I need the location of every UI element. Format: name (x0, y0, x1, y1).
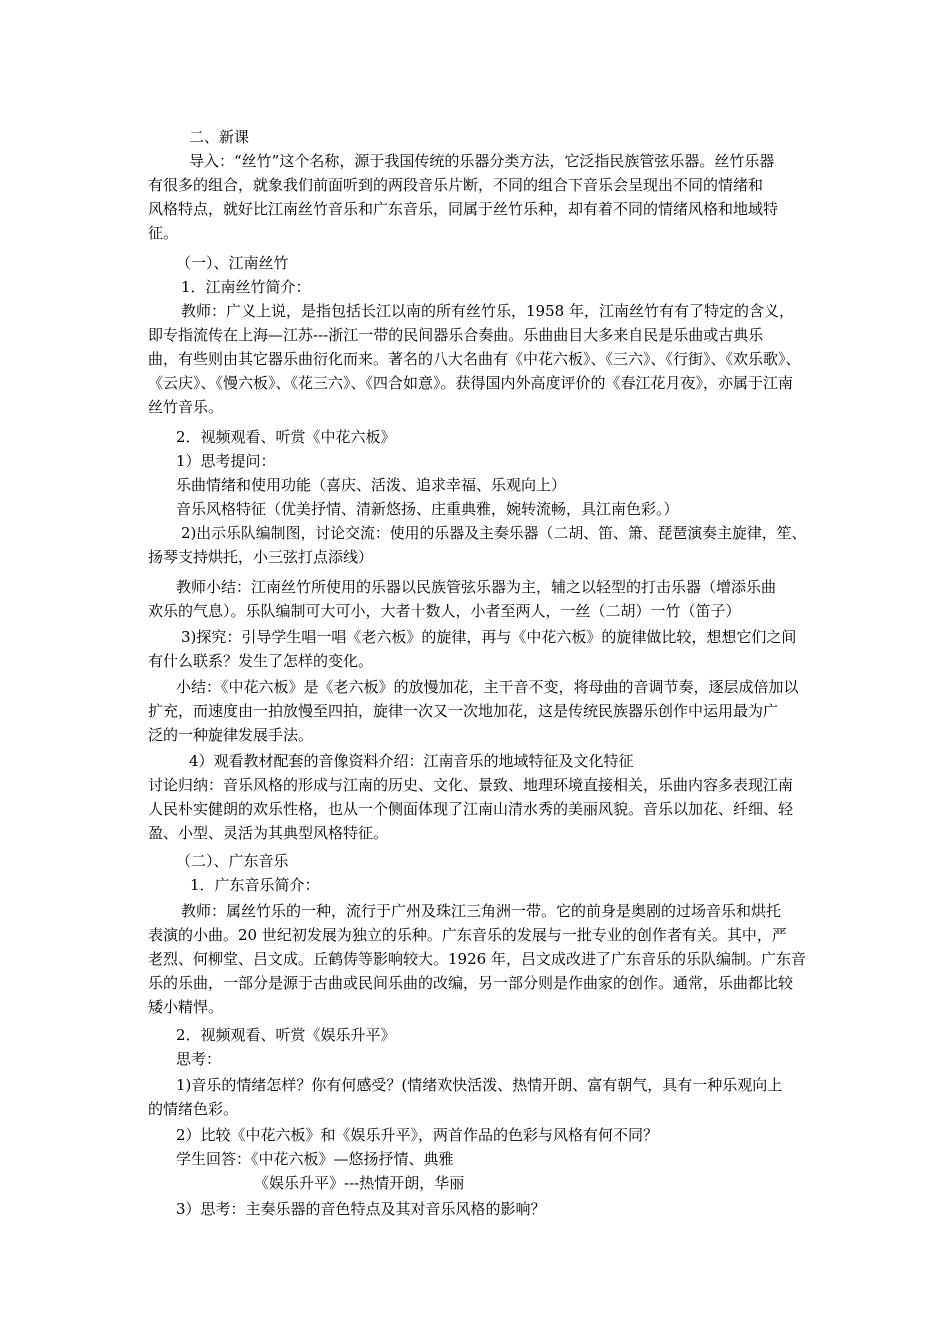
paragraph-line: 盈、小型、灵活为其典型风格特征。 (148, 824, 389, 842)
paragraph-line: 1）思考提问： (176, 452, 276, 470)
paragraph-line: 曲，有些则由其它器乐曲衍化而来。著名的八大名曲有《中花六板》、《三六》、《行街》、《欢乐歌》、 (148, 350, 801, 368)
numbered-heading: 1．江南丝竹简介： (181, 278, 311, 296)
paragraph-line: 2）比较《中花六板》和《娱乐升平》，两首作品的色彩与风格有何不同？ (176, 1126, 659, 1144)
paragraph-line: 乐的乐曲，一部分是源于古曲或民间乐曲的改编，另一部分则是作曲家的创作。通常，乐曲都比较 (148, 974, 794, 992)
paragraph-line: 泛的一种旋律发展手法。 (148, 726, 314, 744)
paragraph-line: 即专指流传在上海—江苏---浙江一带的民间器乐合奏曲。乐曲曲目大多来自民是乐曲或古典乐 (148, 326, 764, 344)
paragraph-line: 欢乐的气息）。乐队编制可大可小，大者十数人，小者至两人，一丝（二胡）一竹（笛子） (148, 602, 741, 620)
paragraph-line: 矮小精悍。 (148, 998, 224, 1016)
paragraph-line: 人民朴实健朗的欢乐性格，也从一个侧面体现了江南山清水秀的美丽风貌。音乐以加花、纤细、轻 (148, 800, 794, 818)
paragraph-line: 有很多的组合，就象我们前面听到的两段音乐片断，不同的组合下音乐会呈现出不同的情绪和 (148, 176, 764, 194)
paragraph-line: 风格特点，就好比江南丝竹音乐和广东音乐，同属于丝竹乐种，却有着不同的情绪风格和地域特 (148, 200, 779, 218)
paragraph-line: 4）观看教材配套的音像资料介绍：江南音乐的地域特征及文化特征 (189, 752, 634, 770)
paragraph-line: 《娱乐升平》---热情开朗，华丽 (254, 1174, 465, 1192)
paragraph-line: 3）思考：主奏乐器的音色特点及其对音乐风格的影响？ (176, 1200, 546, 1218)
paragraph-line: 扬琴支持烘托，小三弦打点添线） (148, 548, 374, 566)
paragraph-line: 讨论归纳：音乐风格的形成与江南的历史、文化、景致、地理环境直接相关，乐曲内容多表现江南 (148, 776, 794, 794)
paragraph-line: 1)音乐的情绪怎样？你有何感受？(情绪欢快活泼、热情开朗、富有朝气，具有一种乐观向上 (176, 1076, 783, 1094)
paragraph-line: 扩充，而速度由一拍放慢至四拍，旋律一次又一次地加花，这是传统民族器乐创作中运用最为广 (148, 702, 779, 720)
paragraph-line: 小结：《中花六板》是《老六板》的放慢加花，主干音不变，将母曲的音调节奏，逐层成倍加以 (176, 678, 799, 696)
paragraph-line: 教师小结：江南丝竹所使用的乐器以民族管弦乐器为主，辅之以轻型的打击乐器（增添乐曲 (176, 578, 777, 596)
paragraph-line: 表演的小曲。20 世纪初发展为独立的乐种。广东音乐的发展与一批专业的创作者有关。其中，严 (148, 926, 787, 944)
section-heading: 二、新课 (189, 128, 250, 146)
paragraph-line: 音乐风格特征（优美抒情、清新悠扬、庄重典雅，婉转流畅，具江南色彩。） (176, 500, 679, 518)
numbered-heading: 1．广东音乐简介： (190, 876, 320, 894)
numbered-heading: 2．视频观看、听赏《中花六板》 (176, 428, 396, 446)
numbered-heading: 2．视频观看、听赏《娱乐升平》 (176, 1026, 396, 1044)
paragraph-line: 丝竹音乐。 (148, 398, 224, 416)
paragraph-line: 导入：“丝竹”这个名称，源于我国传统的乐器分类方法，它泛指民族管弦乐器。丝竹乐器 (189, 152, 775, 170)
paragraph-line: 教师：属丝竹乐的一种，流行于广州及珠江三角洲一带。它的前身是奥剧的过场音乐和烘托 (181, 902, 782, 920)
paragraph-line: 有什么联系？发生了怎样的变化。 (148, 652, 374, 670)
paragraph-line: 老烈、何柳堂、吕文成。丘鹤俦等影响较大。1926 年，吕文成改进了广东音乐的乐队编制。广东音 (148, 950, 806, 968)
paragraph-line: 征。 (148, 224, 179, 242)
paragraph-line: 教师：广义上说，是指包括长江以南的所有丝竹乐，1958 年，江南丝竹有有了特定的含义， (181, 302, 794, 320)
subsection-heading: （一）、江南丝竹 (176, 254, 289, 272)
subsection-heading: （二）、广东音乐 (176, 852, 289, 870)
paragraph-line: 乐曲情绪和使用功能（喜庆、活泼、追求幸福、乐观向上） (176, 476, 567, 494)
paragraph-line: 的情绪色彩。 (148, 1100, 239, 1118)
paragraph-line: 学生回答：《中花六板》—悠扬抒情、典雅 (176, 1150, 454, 1168)
paragraph-line: 思考： (176, 1050, 222, 1068)
paragraph-line: 2)出示乐队编制图，讨论交流：使用的乐器及主奏乐器（二胡、笛、箫、琵琶演奏主旋律，笙、 (181, 524, 807, 542)
paragraph-line: 《云庆》、《慢六板》、《花三六》、《四合如意》。获得国内外高度评价的《春江花月夜》，亦属于江南 (148, 374, 794, 392)
paragraph-line: 3)探究：引导学生唱一唱《老六板》的旋律，再与《中花六板》的旋律做比较，想想它们之间 (181, 628, 797, 646)
